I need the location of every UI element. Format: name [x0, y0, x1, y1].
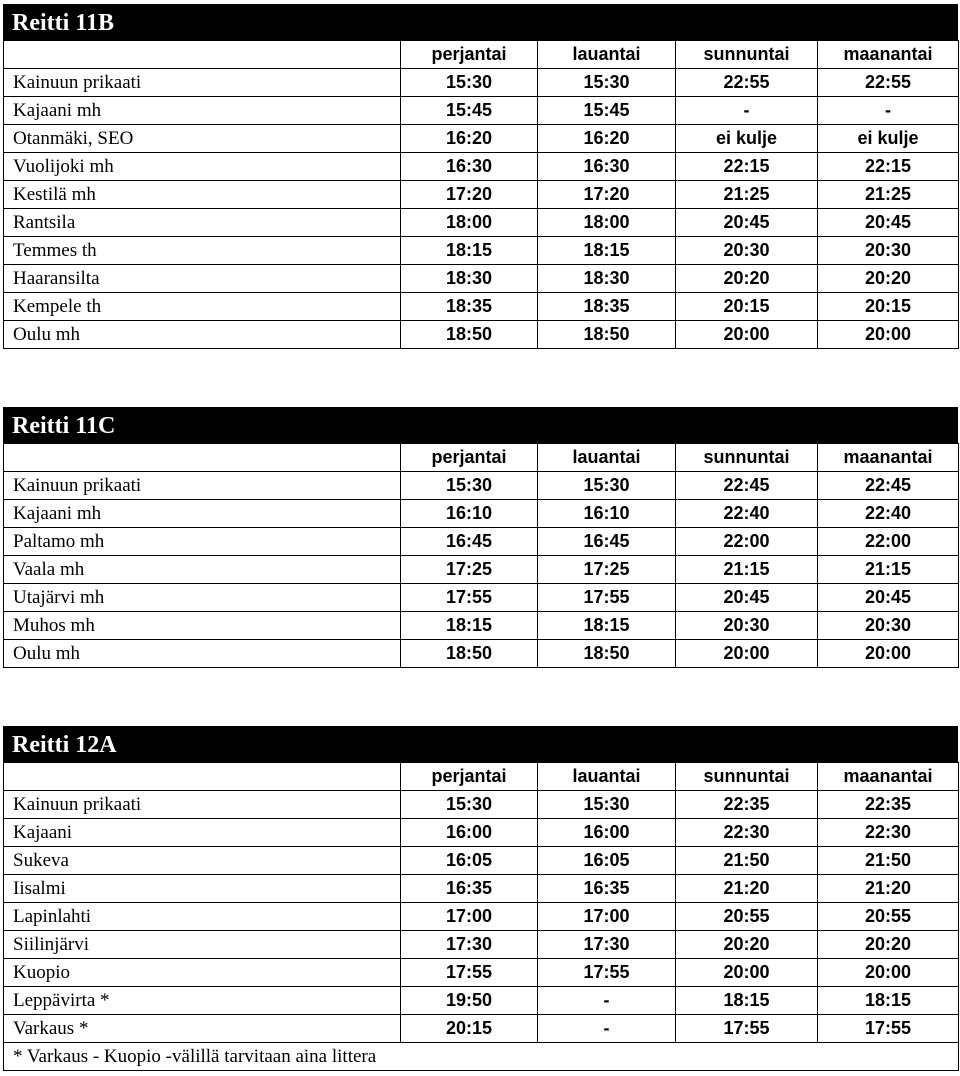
table-row [4, 97, 959, 125]
departure-time: 21:25 [818, 181, 959, 209]
departure-time: 20:00 [818, 321, 959, 349]
route-title: Reitti 12A [3, 726, 958, 762]
route-11b [3, 4, 958, 349]
departure-time: 20:55 [676, 903, 818, 931]
departure-time: 21:15 [818, 556, 959, 584]
departure-time: 20:55 [818, 903, 959, 931]
footnote: * Varkaus - Kuopio -välillä tarvitaan aina littera [4, 1043, 959, 1071]
timetable [3, 762, 959, 1071]
header-row [4, 444, 959, 472]
table-row [4, 931, 959, 959]
departure-time: 20:45 [676, 209, 818, 237]
departure-time: 16:30 [538, 153, 676, 181]
departure-time: 17:25 [401, 556, 538, 584]
stop-name: Siilinjärvi [4, 931, 401, 959]
departure-time: 16:20 [538, 125, 676, 153]
timetable [3, 40, 959, 349]
departure-time: ei kulje [818, 125, 959, 153]
departure-time: 17:30 [538, 931, 676, 959]
departure-time: 20:20 [818, 931, 959, 959]
table-row [4, 819, 959, 847]
stop-name: Kestilä mh [4, 181, 401, 209]
stop-name: Varkaus * [4, 1015, 401, 1043]
departure-time: 18:15 [676, 987, 818, 1015]
departure-time: 15:30 [401, 69, 538, 97]
departure-time: - [676, 97, 818, 125]
departure-time: 17:55 [818, 1015, 959, 1043]
departure-time: 15:45 [401, 97, 538, 125]
departure-time: 20:15 [676, 293, 818, 321]
stop-name: Iisalmi [4, 875, 401, 903]
note-row [4, 1043, 959, 1071]
departure-time: 16:05 [401, 847, 538, 875]
departure-time: 18:50 [401, 640, 538, 668]
header-blank-cell [4, 41, 401, 69]
stop-name: Kuopio [4, 959, 401, 987]
table-row [4, 209, 959, 237]
stop-name: Oulu mh [4, 640, 401, 668]
departure-time: 17:55 [538, 584, 676, 612]
departure-time: 22:00 [676, 528, 818, 556]
departure-time: 15:30 [538, 472, 676, 500]
departure-time: 16:35 [401, 875, 538, 903]
departure-time: 17:55 [538, 959, 676, 987]
table-row [4, 528, 959, 556]
day-header: sunnuntai [676, 444, 818, 472]
table-row [4, 556, 959, 584]
departure-time: 20:45 [818, 584, 959, 612]
stop-name: Utajärvi mh [4, 584, 401, 612]
departure-time: 15:45 [538, 97, 676, 125]
departure-time: 18:50 [538, 321, 676, 349]
stop-name: Paltamo mh [4, 528, 401, 556]
header-row [4, 763, 959, 791]
departure-time: ei kulje [676, 125, 818, 153]
stop-name: Kempele th [4, 293, 401, 321]
departure-time: 20:20 [818, 265, 959, 293]
day-header: perjantai [401, 444, 538, 472]
departure-time: - [818, 97, 959, 125]
departure-time: 17:00 [401, 903, 538, 931]
route-11c [3, 407, 958, 668]
departure-time: 17:20 [401, 181, 538, 209]
route-12a [3, 726, 958, 1071]
stop-name: Vuolijoki mh [4, 153, 401, 181]
day-header: sunnuntai [676, 41, 818, 69]
departure-time: 16:05 [538, 847, 676, 875]
timetable [3, 443, 959, 668]
route-title: Reitti 11C [3, 407, 958, 443]
departure-time: 20:45 [676, 584, 818, 612]
departure-time: 20:20 [676, 265, 818, 293]
departure-time: 20:20 [676, 931, 818, 959]
departure-time: 20:00 [676, 640, 818, 668]
departure-time: 21:25 [676, 181, 818, 209]
table-row [4, 321, 959, 349]
table-row [4, 612, 959, 640]
stop-name: Kajaani mh [4, 97, 401, 125]
departure-time: 16:20 [401, 125, 538, 153]
departure-time: 18:15 [401, 237, 538, 265]
route-title: Reitti 11B [3, 4, 958, 40]
table-row [4, 69, 959, 97]
departure-time: 15:30 [401, 472, 538, 500]
table-row [4, 293, 959, 321]
departure-time: 16:45 [401, 528, 538, 556]
stop-name: Oulu mh [4, 321, 401, 349]
departure-time: 22:40 [676, 500, 818, 528]
stop-name: Rantsila [4, 209, 401, 237]
departure-time: 22:30 [676, 819, 818, 847]
departure-time: 18:15 [401, 612, 538, 640]
table-row [4, 791, 959, 819]
stop-name: Kajaani mh [4, 500, 401, 528]
stop-name: Otanmäki, SEO [4, 125, 401, 153]
departure-time: 20:30 [818, 612, 959, 640]
stop-name: Leppävirta * [4, 987, 401, 1015]
departure-time: 21:20 [676, 875, 818, 903]
table-row [4, 265, 959, 293]
departure-time: 20:00 [676, 959, 818, 987]
departure-time: - [538, 1015, 676, 1043]
stop-name: Kainuun prikaati [4, 69, 401, 97]
day-header: maanantai [818, 444, 959, 472]
day-header: lauantai [538, 444, 676, 472]
stop-name: Haaransilta [4, 265, 401, 293]
departure-time: 20:30 [676, 612, 818, 640]
table-row [4, 1015, 959, 1043]
departure-time: 20:45 [818, 209, 959, 237]
departure-time: 15:30 [401, 791, 538, 819]
day-header: lauantai [538, 41, 676, 69]
departure-time: 17:20 [538, 181, 676, 209]
departure-time: 21:50 [818, 847, 959, 875]
stop-name: Lapinlahti [4, 903, 401, 931]
departure-time: 21:50 [676, 847, 818, 875]
departure-time: 20:00 [676, 321, 818, 349]
table-row [4, 181, 959, 209]
departure-time: 21:20 [818, 875, 959, 903]
departure-time: 16:00 [538, 819, 676, 847]
departure-time: 18:00 [401, 209, 538, 237]
departure-time: 18:15 [818, 987, 959, 1015]
day-header: maanantai [818, 763, 959, 791]
day-header: maanantai [818, 41, 959, 69]
departure-time: 17:55 [401, 584, 538, 612]
departure-time: 18:50 [401, 321, 538, 349]
departure-time: 19:50 [401, 987, 538, 1015]
departure-time: 15:30 [538, 69, 676, 97]
stop-name: Temmes th [4, 237, 401, 265]
departure-time: 20:15 [818, 293, 959, 321]
departure-time: 18:00 [538, 209, 676, 237]
departure-time: 18:50 [538, 640, 676, 668]
departure-time: 17:00 [538, 903, 676, 931]
departure-time: 22:35 [676, 791, 818, 819]
departure-time: 20:30 [818, 237, 959, 265]
header-blank-cell [4, 763, 401, 791]
departure-time: 16:35 [538, 875, 676, 903]
day-header: perjantai [401, 41, 538, 69]
departure-time: 22:40 [818, 500, 959, 528]
departure-time: 22:00 [818, 528, 959, 556]
table-row [4, 959, 959, 987]
table-row [4, 125, 959, 153]
departure-time: 18:35 [401, 293, 538, 321]
day-header: lauantai [538, 763, 676, 791]
departure-time: 16:30 [401, 153, 538, 181]
departure-time: 17:30 [401, 931, 538, 959]
departure-time: 15:30 [538, 791, 676, 819]
table-row [4, 153, 959, 181]
departure-time: 17:55 [676, 1015, 818, 1043]
departure-time: 16:00 [401, 819, 538, 847]
departure-time: 16:10 [538, 500, 676, 528]
departure-time: 20:00 [818, 640, 959, 668]
table-row [4, 472, 959, 500]
header-blank-cell [4, 444, 401, 472]
departure-time: 22:30 [818, 819, 959, 847]
departure-time: 18:35 [538, 293, 676, 321]
table-row [4, 847, 959, 875]
departure-time: 18:30 [401, 265, 538, 293]
departure-time: 22:35 [818, 791, 959, 819]
departure-time: 17:25 [538, 556, 676, 584]
header-row [4, 41, 959, 69]
departure-time: 16:10 [401, 500, 538, 528]
departure-time: 18:30 [538, 265, 676, 293]
day-header: sunnuntai [676, 763, 818, 791]
departure-time: 17:55 [401, 959, 538, 987]
stop-name: Muhos mh [4, 612, 401, 640]
stop-name: Kajaani [4, 819, 401, 847]
table-row [4, 987, 959, 1015]
table-row [4, 500, 959, 528]
departure-time: 22:45 [818, 472, 959, 500]
table-row [4, 640, 959, 668]
departure-time: 22:55 [676, 69, 818, 97]
departure-time: 22:15 [818, 153, 959, 181]
departure-time: 18:15 [538, 612, 676, 640]
departure-time: 21:15 [676, 556, 818, 584]
departure-time: - [538, 987, 676, 1015]
departure-time: 22:55 [818, 69, 959, 97]
stop-name: Kainuun prikaati [4, 791, 401, 819]
departure-time: 20:00 [818, 959, 959, 987]
stop-name: Sukeva [4, 847, 401, 875]
day-header: perjantai [401, 763, 538, 791]
table-row [4, 237, 959, 265]
departure-time: 20:30 [676, 237, 818, 265]
stop-name: Vaala mh [4, 556, 401, 584]
departure-time: 20:15 [401, 1015, 538, 1043]
table-row [4, 903, 959, 931]
table-row [4, 875, 959, 903]
departure-time: 18:15 [538, 237, 676, 265]
departure-time: 22:45 [676, 472, 818, 500]
table-row [4, 584, 959, 612]
departure-time: 16:45 [538, 528, 676, 556]
departure-time: 22:15 [676, 153, 818, 181]
stop-name: Kainuun prikaati [4, 472, 401, 500]
